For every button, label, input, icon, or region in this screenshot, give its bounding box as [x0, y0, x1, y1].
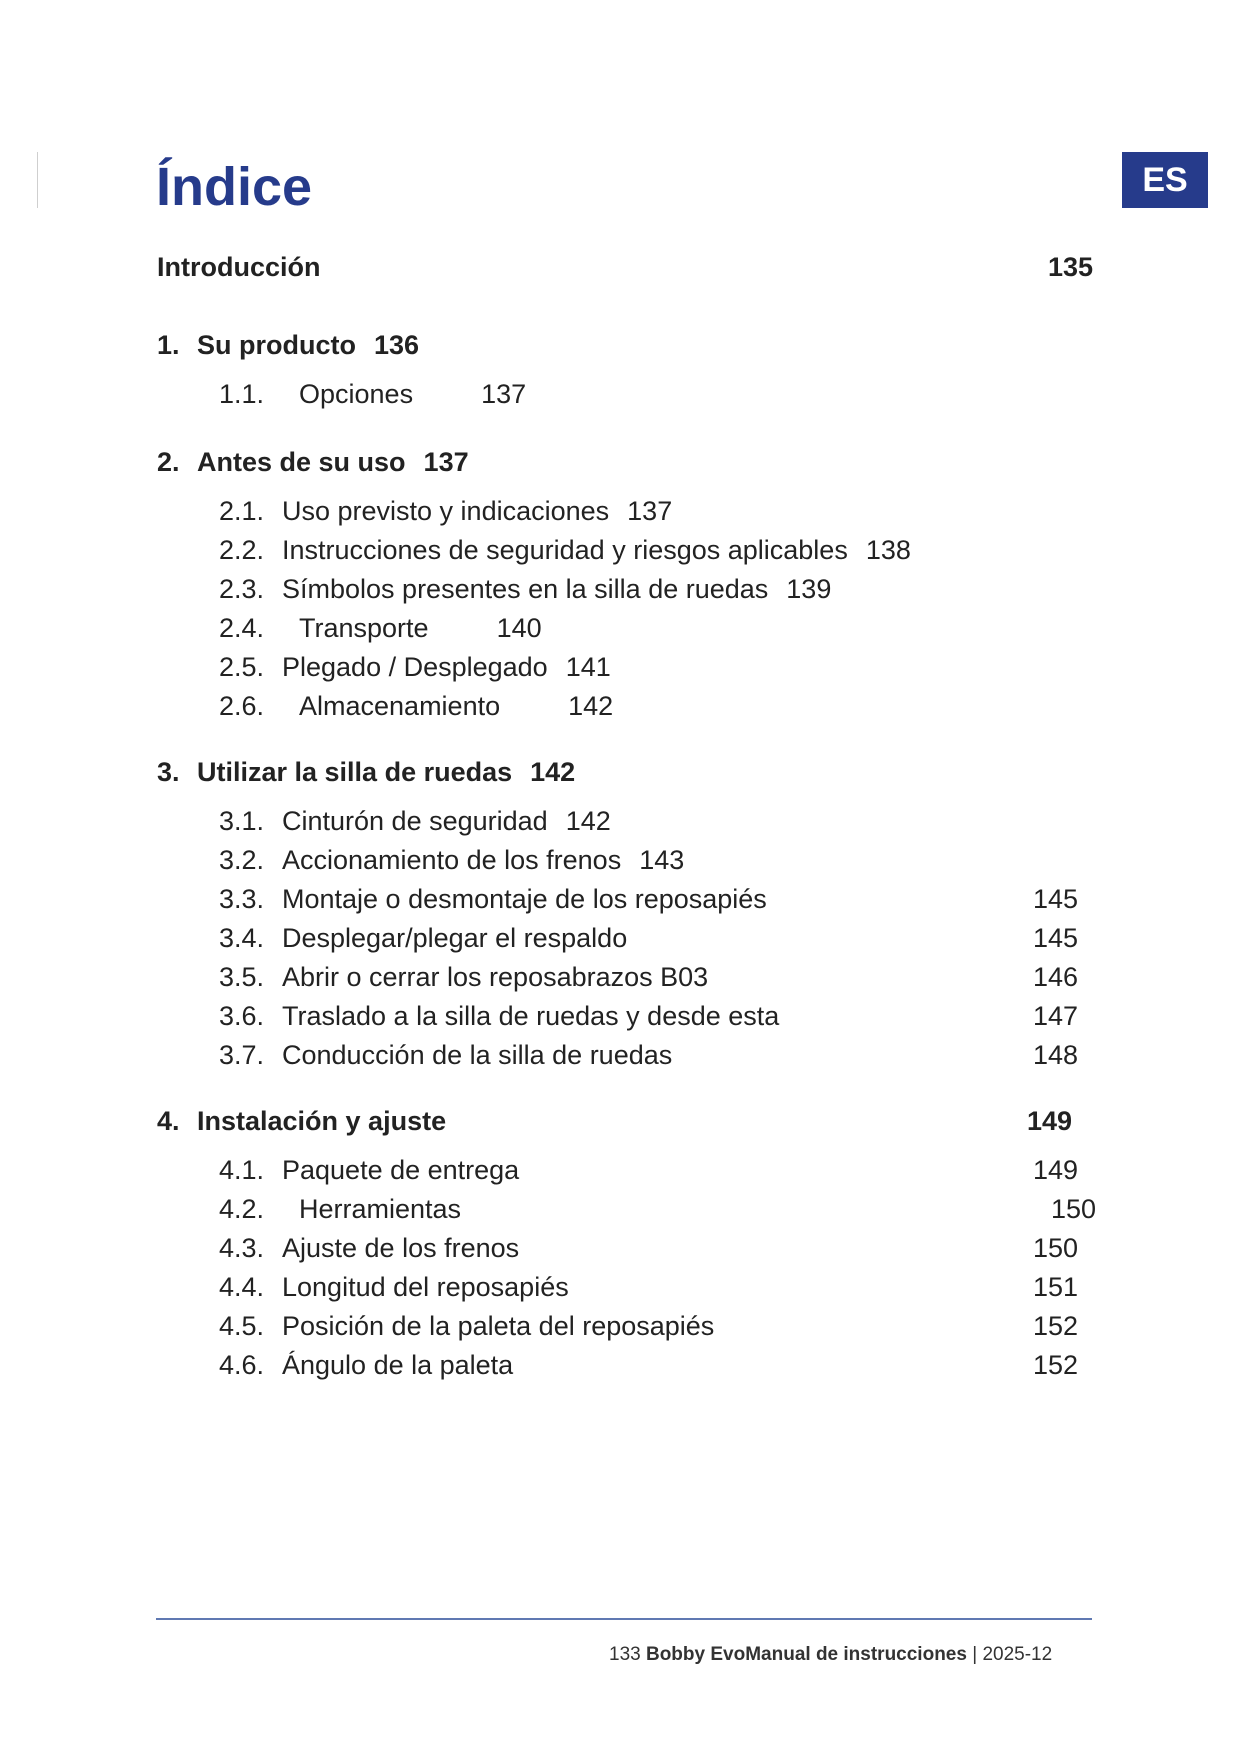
- toc-item-2-2[interactable]: [219, 535, 911, 566]
- footer: [609, 1644, 1052, 1666]
- item-number: 4.5.: [219, 1311, 265, 1341]
- footer-document-title: Bobby EvoManual de instrucciones: [645, 1644, 967, 1665]
- item-title: Cinturón de seguridad: [282, 806, 548, 836]
- item-title: Conducción de la silla de ruedas: [282, 1040, 673, 1070]
- footer-date: 2025-12: [982, 1644, 1053, 1665]
- toc-item-1-1[interactable]: [219, 379, 526, 410]
- section-title: Utilizar la silla de ruedas: [197, 757, 513, 787]
- item-number: 4.2.: [219, 1194, 265, 1224]
- section-number: 4.: [157, 1106, 180, 1136]
- item-page: 139: [786, 574, 832, 604]
- toc-item-2-5[interactable]: [219, 652, 611, 683]
- toc-item-4-6[interactable]: [219, 1350, 513, 1381]
- item-number: 2.1.: [219, 496, 265, 526]
- toc-section-3[interactable]: [157, 757, 575, 788]
- toc-section-2[interactable]: [157, 447, 469, 478]
- section-number: 2.: [157, 447, 180, 477]
- toc-item-4-6-page: 152: [1032, 1350, 1078, 1380]
- toc-item-3-4[interactable]: [219, 923, 627, 954]
- language-tab: ES: [1122, 152, 1208, 208]
- item-number: 3.7.: [219, 1040, 265, 1070]
- toc-item-4-1-page: 149: [1032, 1155, 1078, 1185]
- item-page: 142: [565, 806, 611, 836]
- page-title: Índice: [156, 157, 313, 217]
- item-number: 3.5.: [219, 962, 265, 992]
- toc-item-4-4-page: 151: [1032, 1272, 1078, 1302]
- toc-item-3-1[interactable]: [219, 806, 611, 837]
- toc-item-3-3[interactable]: [219, 884, 767, 915]
- section-title: Instalación y ajuste: [197, 1106, 447, 1136]
- item-title: Opciones: [299, 379, 414, 409]
- footer-page-number: 133: [609, 1644, 641, 1665]
- item-page: 140: [496, 613, 542, 643]
- item-title: Símbolos presentes en la silla de ruedas: [282, 574, 769, 604]
- item-page: 142: [568, 691, 614, 721]
- toc-item-4-3-page: 150: [1032, 1233, 1078, 1263]
- item-title: Instrucciones de seguridad y riesgos aplicables: [282, 535, 848, 565]
- toc-item-4-4[interactable]: [219, 1272, 569, 1303]
- item-number: 1.1.: [219, 379, 265, 409]
- item-number: 2.3.: [219, 574, 265, 604]
- toc-item-3-2[interactable]: [219, 845, 684, 876]
- item-title: Longitud del reposapiés: [282, 1272, 569, 1302]
- section-page: 136: [373, 330, 420, 360]
- section-title: Su producto: [197, 330, 356, 360]
- toc-item-3-7-page: 148: [1032, 1040, 1078, 1070]
- item-number: 3.3.: [219, 884, 265, 914]
- toc-item-3-6-page: 147: [1032, 1001, 1078, 1031]
- toc-item-3-5[interactable]: [219, 962, 708, 993]
- toc-item-4-1[interactable]: [219, 1155, 519, 1186]
- toc-item-2-1[interactable]: [219, 496, 672, 527]
- item-title: Ajuste de los frenos: [282, 1233, 520, 1263]
- item-number: 3.4.: [219, 923, 265, 953]
- item-number: 2.4.: [219, 613, 265, 643]
- item-title: Paquete de entrega: [282, 1155, 520, 1185]
- section-page: 142: [530, 757, 576, 787]
- item-title: Posición de la paleta del reposapiés: [282, 1311, 715, 1341]
- item-title: Accionamiento de los frenos: [282, 845, 622, 875]
- toc-intro-label[interactable]: Introducción: [157, 252, 321, 282]
- toc-item-2-3[interactable]: [219, 574, 831, 605]
- toc-item-4-2-page: 150: [1050, 1194, 1096, 1224]
- toc-item-3-7[interactable]: [219, 1040, 672, 1071]
- item-title: Traslado a la silla de ruedas y desde esta: [282, 1001, 780, 1031]
- item-number: 3.2.: [219, 845, 265, 875]
- toc-item-2-4[interactable]: [219, 613, 542, 644]
- toc-item-3-4-page: 145: [1032, 923, 1078, 953]
- item-title: Desplegar/plegar el respaldo: [282, 923, 628, 953]
- toc-intro-page: 135: [1047, 252, 1093, 282]
- item-title: Almacenamiento: [299, 691, 501, 721]
- item-number: 3.1.: [219, 806, 265, 836]
- item-title: Abrir o cerrar los reposabrazos B03: [282, 962, 709, 992]
- item-title: Ángulo de la paleta: [282, 1350, 514, 1380]
- item-number: 4.1.: [219, 1155, 265, 1185]
- item-number: 2.6.: [219, 691, 265, 721]
- section-number: 3.: [157, 757, 180, 787]
- toc-item-4-3[interactable]: [219, 1233, 519, 1264]
- item-number: 4.3.: [219, 1233, 265, 1263]
- item-page: 143: [639, 845, 685, 875]
- toc-section-1[interactable]: [157, 330, 419, 361]
- item-title: Plegado / Desplegado: [282, 652, 548, 682]
- footer-separator: |: [972, 1644, 978, 1665]
- toc-section-4[interactable]: [157, 1106, 446, 1137]
- item-number: 2.2.: [219, 535, 265, 565]
- item-page: 137: [627, 496, 673, 526]
- section-page: 137: [423, 447, 469, 477]
- toc-section-4-page: 149: [1026, 1106, 1072, 1136]
- toc-item-3-5-page: 146: [1032, 962, 1078, 992]
- item-title: Herramientas: [299, 1194, 462, 1224]
- toc-item-2-6[interactable]: [219, 691, 613, 722]
- section-title: Antes de su uso: [197, 447, 406, 477]
- item-title: Transporte: [299, 613, 429, 643]
- item-title: Uso previsto y indicaciones: [282, 496, 610, 526]
- footer-rule: [156, 1618, 1092, 1620]
- item-page: 137: [481, 379, 527, 409]
- item-page: 138: [865, 535, 911, 565]
- toc-item-4-5[interactable]: [219, 1311, 714, 1342]
- item-title: Montaje o desmontaje de los reposapiés: [282, 884, 767, 914]
- item-number: 2.5.: [219, 652, 265, 682]
- item-number: 4.4.: [219, 1272, 265, 1302]
- toc-item-4-2[interactable]: [219, 1194, 461, 1225]
- section-number: 1.: [157, 330, 180, 360]
- toc-item-3-3-page: 145: [1032, 884, 1078, 914]
- item-page: 141: [565, 652, 611, 682]
- item-number: 4.6.: [219, 1350, 265, 1380]
- margin-line: [37, 152, 38, 208]
- toc-item-3-6[interactable]: [219, 1001, 779, 1032]
- toc-item-4-5-page: 152: [1032, 1311, 1078, 1341]
- item-number: 3.6.: [219, 1001, 265, 1031]
